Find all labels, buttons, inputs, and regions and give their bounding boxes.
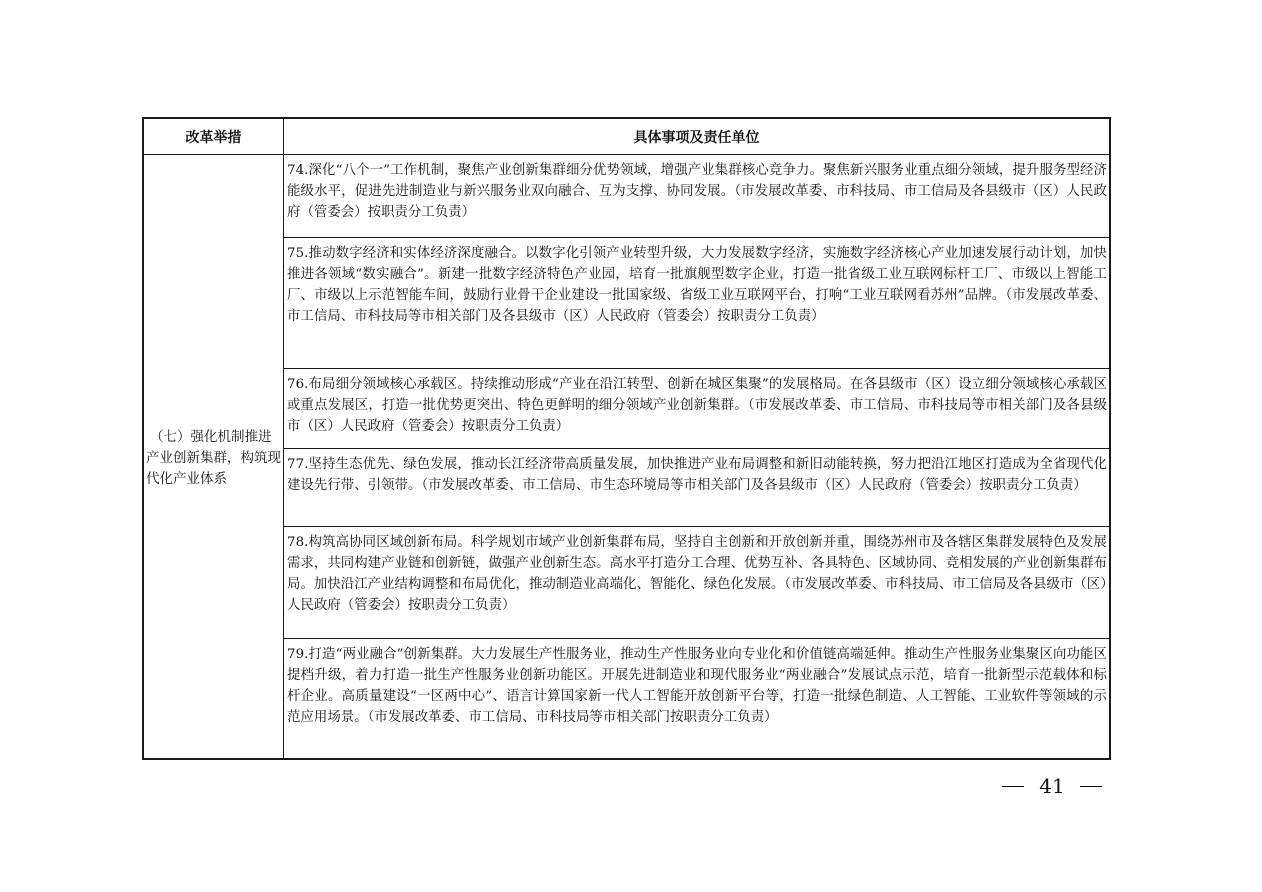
item-75-text: 75.推动数字经济和实体经济深度融合。以数字化引领产业转型升级，大力发展数字经济，实施数字经济核心产业加速发展行动计划，加快推进各领域“数实融合”。新建一批数字经济特色产业园，培育一批旗舰型数字企业，打造一批省级工业互联网标杆工厂、市级以上智能工厂、市级以上示范智能车间，鼓励行业骨干企业建设一批国家级、省级工业互联网平台，打响“工业互联网看苏州”品牌。（市发展改革委、市工信局、市科技局等市相关部门及各县级市（区）人民政府（管委会）按职责分工负责） [287,246,1107,324]
table-row [284,527,1109,639]
item-79-text: 79.打造“两业融合”创新集群。大力发展生产性服务业，推动生产性服务业向专业化和价值链高端延伸。推动生产性服务业集聚区向功能区提档升级，着力打造一批生产性服务业创新功能区。开展先进制造业和现代服务业“两业融合”发展试点示范，培育一批新型示范载体和标杆企业。高质量建设“一区两中心”、语言计算国家新一代人工智能开放创新平台等，打造一批绿色制造、人工智能、工业软件等领域的示范应用场景。（市发展改革委、市工信局、市科技局等市相关部门按职责分工负责） [287,647,1107,725]
page-number-dash-left [1002,786,1024,787]
table-row [284,155,1109,238]
measure-cell [144,155,284,758]
header-reform-measures: 改革举措 [144,119,284,154]
table-row [284,449,1109,527]
item-74-text: 74.深化“八个一”工作机制，聚焦产业创新集群细分优势领域，增强产业集群核心竞争力。聚焦新兴服务业重点细分领域，提升服务型经济能级水平，促进先进制造业与新兴服务业双向融合、互为支撑、协同发展。（市发展改革委、市科技局、市工信局及各县级市（区）人民政府（管委会）按职责分工负责） [287,163,1107,220]
item-78-text: 78.构筑高协同区域创新布局。科学规划市域产业创新集群布局，坚持自主创新和开放创新并重，围绕苏州市及各辖区集群发展特色及发展需求，共同构建产业链和创新链，做强产业创新生态。高水平打造分工合理、优势互补、各具特色、区域协同、竞相发展的产业创新集群布局。加快沿江产业结构调整和布局优化，推动制造业高端化、智能化、绿色化发展。（市发展改革委、市科技局、市工信局及各县级市（区）人民政府（管委会）按职责分工负责） [287,535,1107,613]
table-row [284,238,1109,369]
header-specific-items: 具体事项及责任单位 [633,129,760,146]
item-77-text: 77.坚持生态优先、绿色发展，推动长江经济带高质量发展，加快推进产业布局调整和新旧动能转换，努力把沿江地区打造成为全省现代化建设先行带、引领带。（市发展改革委、市工信局、市生态环境局等市相关部门及各县级市（区）人民政府（管委会）按职责分工负责） [287,457,1107,493]
reform-table [142,117,1111,760]
table-row [284,369,1109,449]
items-column [284,155,1109,758]
table-row [284,639,1109,760]
page-number-value: 41 [1039,774,1065,798]
item-76-text: 76.布局细分领域核心承载区。持续推动形成“产业在沿江转型、创新在城区集聚”的发展格局。在各县级市（区）设立细分领域核心承载区或重点发展区，打造一批优势更突出、特色更鲜明的细分领域产业创新集群。（市发展改革委、市工信局、市科技局等市相关部门及各县级市（区）人民政府（管委会）按职责分工负责） [287,377,1107,434]
measure-label: （七）强化机制推进产业创新集群，构筑现代化产业体系 [146,429,281,487]
page-number-dash-right [1080,786,1102,787]
page-number [1002,773,1102,799]
table-header [144,119,1109,155]
